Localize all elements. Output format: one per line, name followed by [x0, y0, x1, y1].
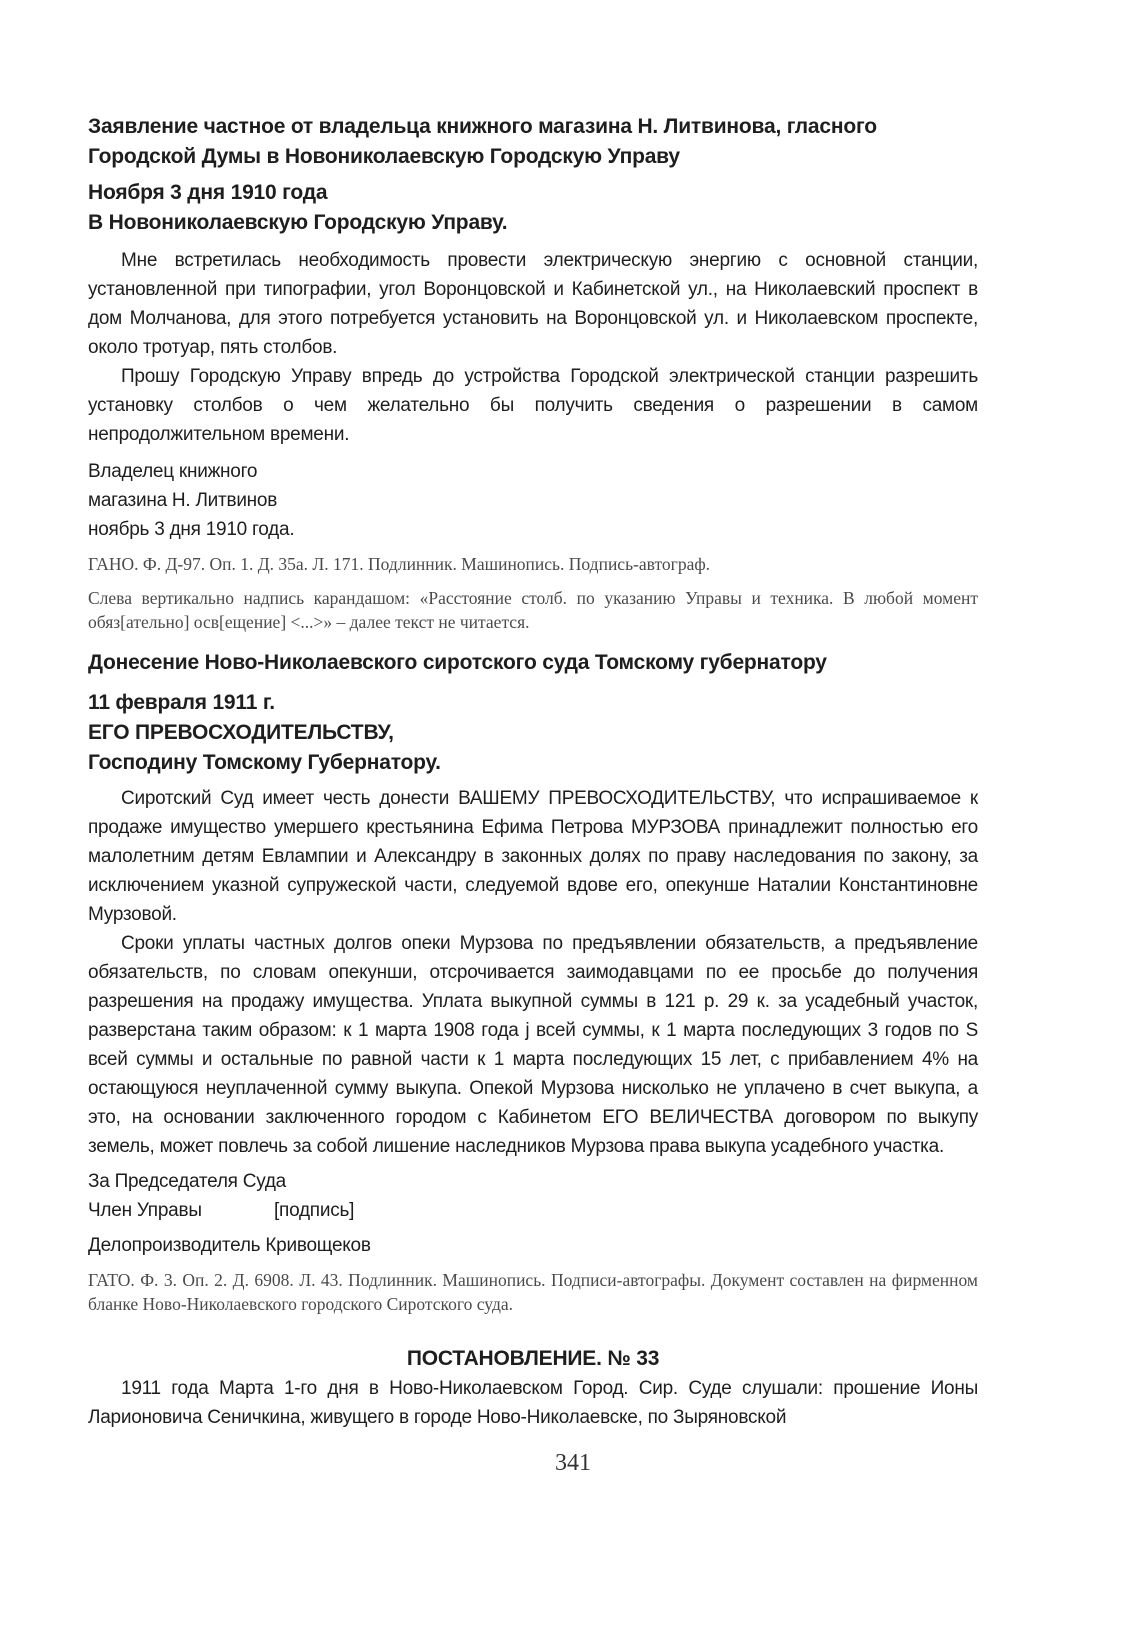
doc2-signature-mark: [подпись] — [274, 1200, 355, 1221]
doc1-note: Слева вертикально надпись карандашом: «Расстояние столб. по указанию Управы и техника. В любой момент обяз[ательно] осв[ещение] <...>» – далее текст не читается. — [88, 588, 978, 632]
doc1-signature-line: магазина Н. Литвинов — [88, 490, 278, 511]
doc1-signature-line: ноябрь 3 дня 1910 года. — [88, 519, 295, 540]
doc2-paragraph: Сиротский Суд имеет честь донести ВАШЕМУ ПРЕВОСХОДИТЕЛЬСТВУ, что испрашиваемое к продаже имущество умершего крестьянина Ефима Петрова МУРЗОВА принадлежит полностью его малолетним детям Евлампии и Александру в законных долях по праву наследования по закону, за исключением указной супружеской части, следуемой вдове его, опекунше Наталии Константиновне Мурзовой. — [88, 788, 978, 925]
doc1-addressee: В Новониколаевскую Городскую Управу. — [88, 211, 508, 234]
doc1-source: ГАНО. Ф. Д-97. Оп. 1. Д. 35а. Л. 171. Подлинник. Машинопись. Подпись-автограф. — [88, 554, 711, 574]
doc1-date: Ноября 3 дня 1910 года — [88, 181, 328, 204]
doc2-source: ГАТО. Ф. 3. Оп. 2. Д. 6908. Л. 43. Подлинник. Машинопись. Подписи-автографы. Документ составлен на фирменном бланке Ново-Николаевского городского Сиротского суда. — [88, 1270, 978, 1314]
doc2-addressee-2: Господину Томскому Губернатору. — [88, 751, 441, 774]
doc2-heading: Донесение Ново-Николаевского сиротского суда Томскому губернатору — [88, 651, 827, 674]
doc3-paragraph: 1911 года Марта 1-го дня в Ново-Николаевском Город. Сир. Суде слушали: прошение Ионы Ларионовича Сеничкина, живущего в городе Ново-Николаевске, по Зыряновской — [88, 1378, 978, 1428]
doc2-addressee-1: ЕГО ПРЕВОСХОДИТЕЛЬСТВУ, — [88, 721, 394, 744]
doc2-paragraph: Сроки уплаты частных долгов опеки Мурзова по предъявлении обязательств, а предъявление обязательств, по словам опекунши, отсрочивается заимодавцами по ее просьбе до получения разрешения на продажу имущества. Уплата выкупной суммы в 121 р. 29 к. за усадебный участок, разверстана таким образом: к 1 марта 1908 года j всей суммы, к 1 марта последующих 3 годов по S всей суммы и остальные по равной части к 1 марта последующих 15 лет, с прибавлением 4% на остающуюся неуплаченной сумму выкупа. Опекой Мурзова нисколько не уплачено в счет выкупа, а это, на основании заключенного городом с Кабинетом ЕГО ВЕЛИЧЕСТВА договором по выкупу земель, может повлечь за собой лишение наследников Мурзова права выкупа усадебного участка. — [88, 933, 978, 1157]
document-page — [88, 112, 978, 1432]
page-number: 341 — [555, 1450, 591, 1476]
doc2-signature-line — [88, 1196, 978, 1225]
doc1-signature-line: Владелец книжного — [88, 461, 258, 482]
doc1-paragraph: Прошу Городскую Управу впредь до устройства Городской электрической станции разрешить установку столбов о чем желательно бы получить сведения о разрешении в самом непродолжительном времени. — [88, 366, 978, 445]
doc1-paragraph: Мне встретилась необходимость провести электрическую энергию с основной станции, установленной при типографии, угол Воронцовской и Кабинетской ул., на Николаевский проспект в дом Молчанова, для этого потребуется установить на Воронцовской ул. и Николаевском проспекте, около тротуар, пять столбов. — [88, 250, 978, 358]
doc2-signature-line: За Председателя Суда — [88, 1171, 286, 1192]
doc2-signature-line: Делопроизводитель Кривощеков — [88, 1235, 371, 1256]
doc3-heading: ПОСТАНОВЛЕНИЕ. № 33 — [406, 1347, 660, 1370]
doc2-date: 11 февраля 1911 г. — [88, 691, 275, 714]
doc2-signature-role: Член Управы — [88, 1200, 202, 1221]
doc1-heading: Заявление частное от владельца книжного магазина Н. Литвинова, гласного Городской Думы в Новониколаевскую Городскую Управу — [88, 115, 877, 168]
